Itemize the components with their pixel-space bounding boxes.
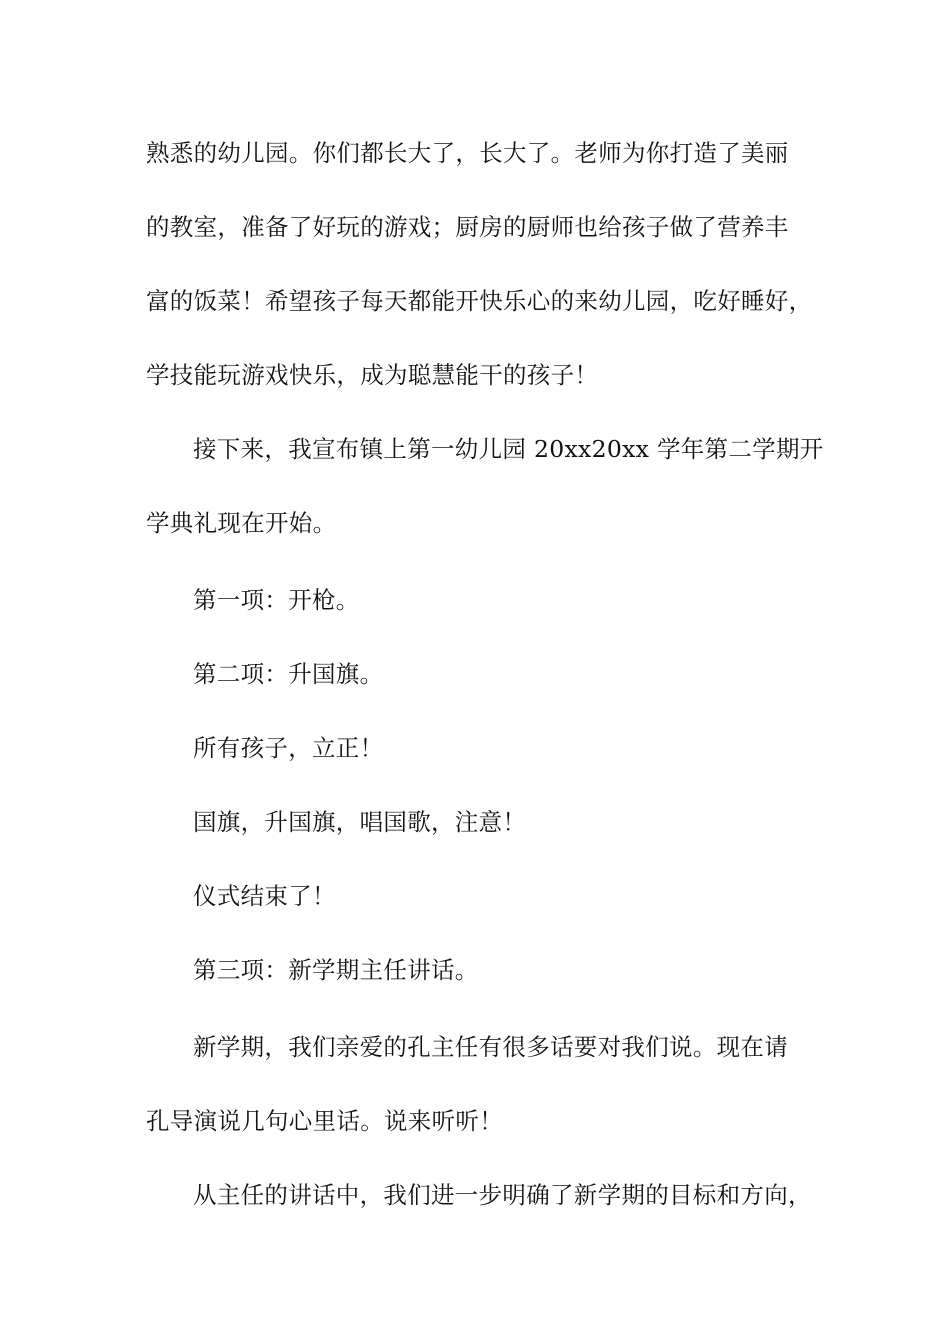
- text-line: 仪式结束了！: [193, 882, 336, 910]
- text-line: 学典礼现在开始。: [146, 509, 337, 537]
- text-line: 所有孩子，立正！: [193, 734, 384, 762]
- text-line: 接下来，我宣布镇上第一幼儿园 20xx20xx 学年第二学期开: [193, 435, 824, 463]
- text-line: 第二项：升国旗。: [193, 660, 384, 688]
- text-line: 第三项：新学期主任讲话。: [193, 956, 479, 984]
- text-line: 国旗，升国旗，唱国歌，注意！: [193, 808, 527, 836]
- text-line: 富的饭菜！希望孩子每天都能开快乐心的来幼儿园，吃好睡好，: [146, 287, 813, 315]
- text-line: 新学期，我们亲爱的孔主任有很多话要对我们说。现在请: [193, 1033, 788, 1061]
- text-line: 第一项：开枪。: [193, 586, 360, 614]
- text-line: 熟悉的幼儿园。你们都长大了，长大了。老师为你打造了美丽: [146, 139, 789, 167]
- text-line: 的教室，准备了好玩的游戏；厨房的厨师也给孩子做了营养丰: [146, 213, 789, 241]
- text-line: 学技能玩游戏快乐，成为聪慧能干的孩子！: [146, 361, 599, 389]
- text-line: 孔导演说几句心里话。说来听听！: [146, 1107, 503, 1135]
- text-line: 从主任的讲话中，我们进一步明确了新学期的目标和方向，: [193, 1181, 812, 1209]
